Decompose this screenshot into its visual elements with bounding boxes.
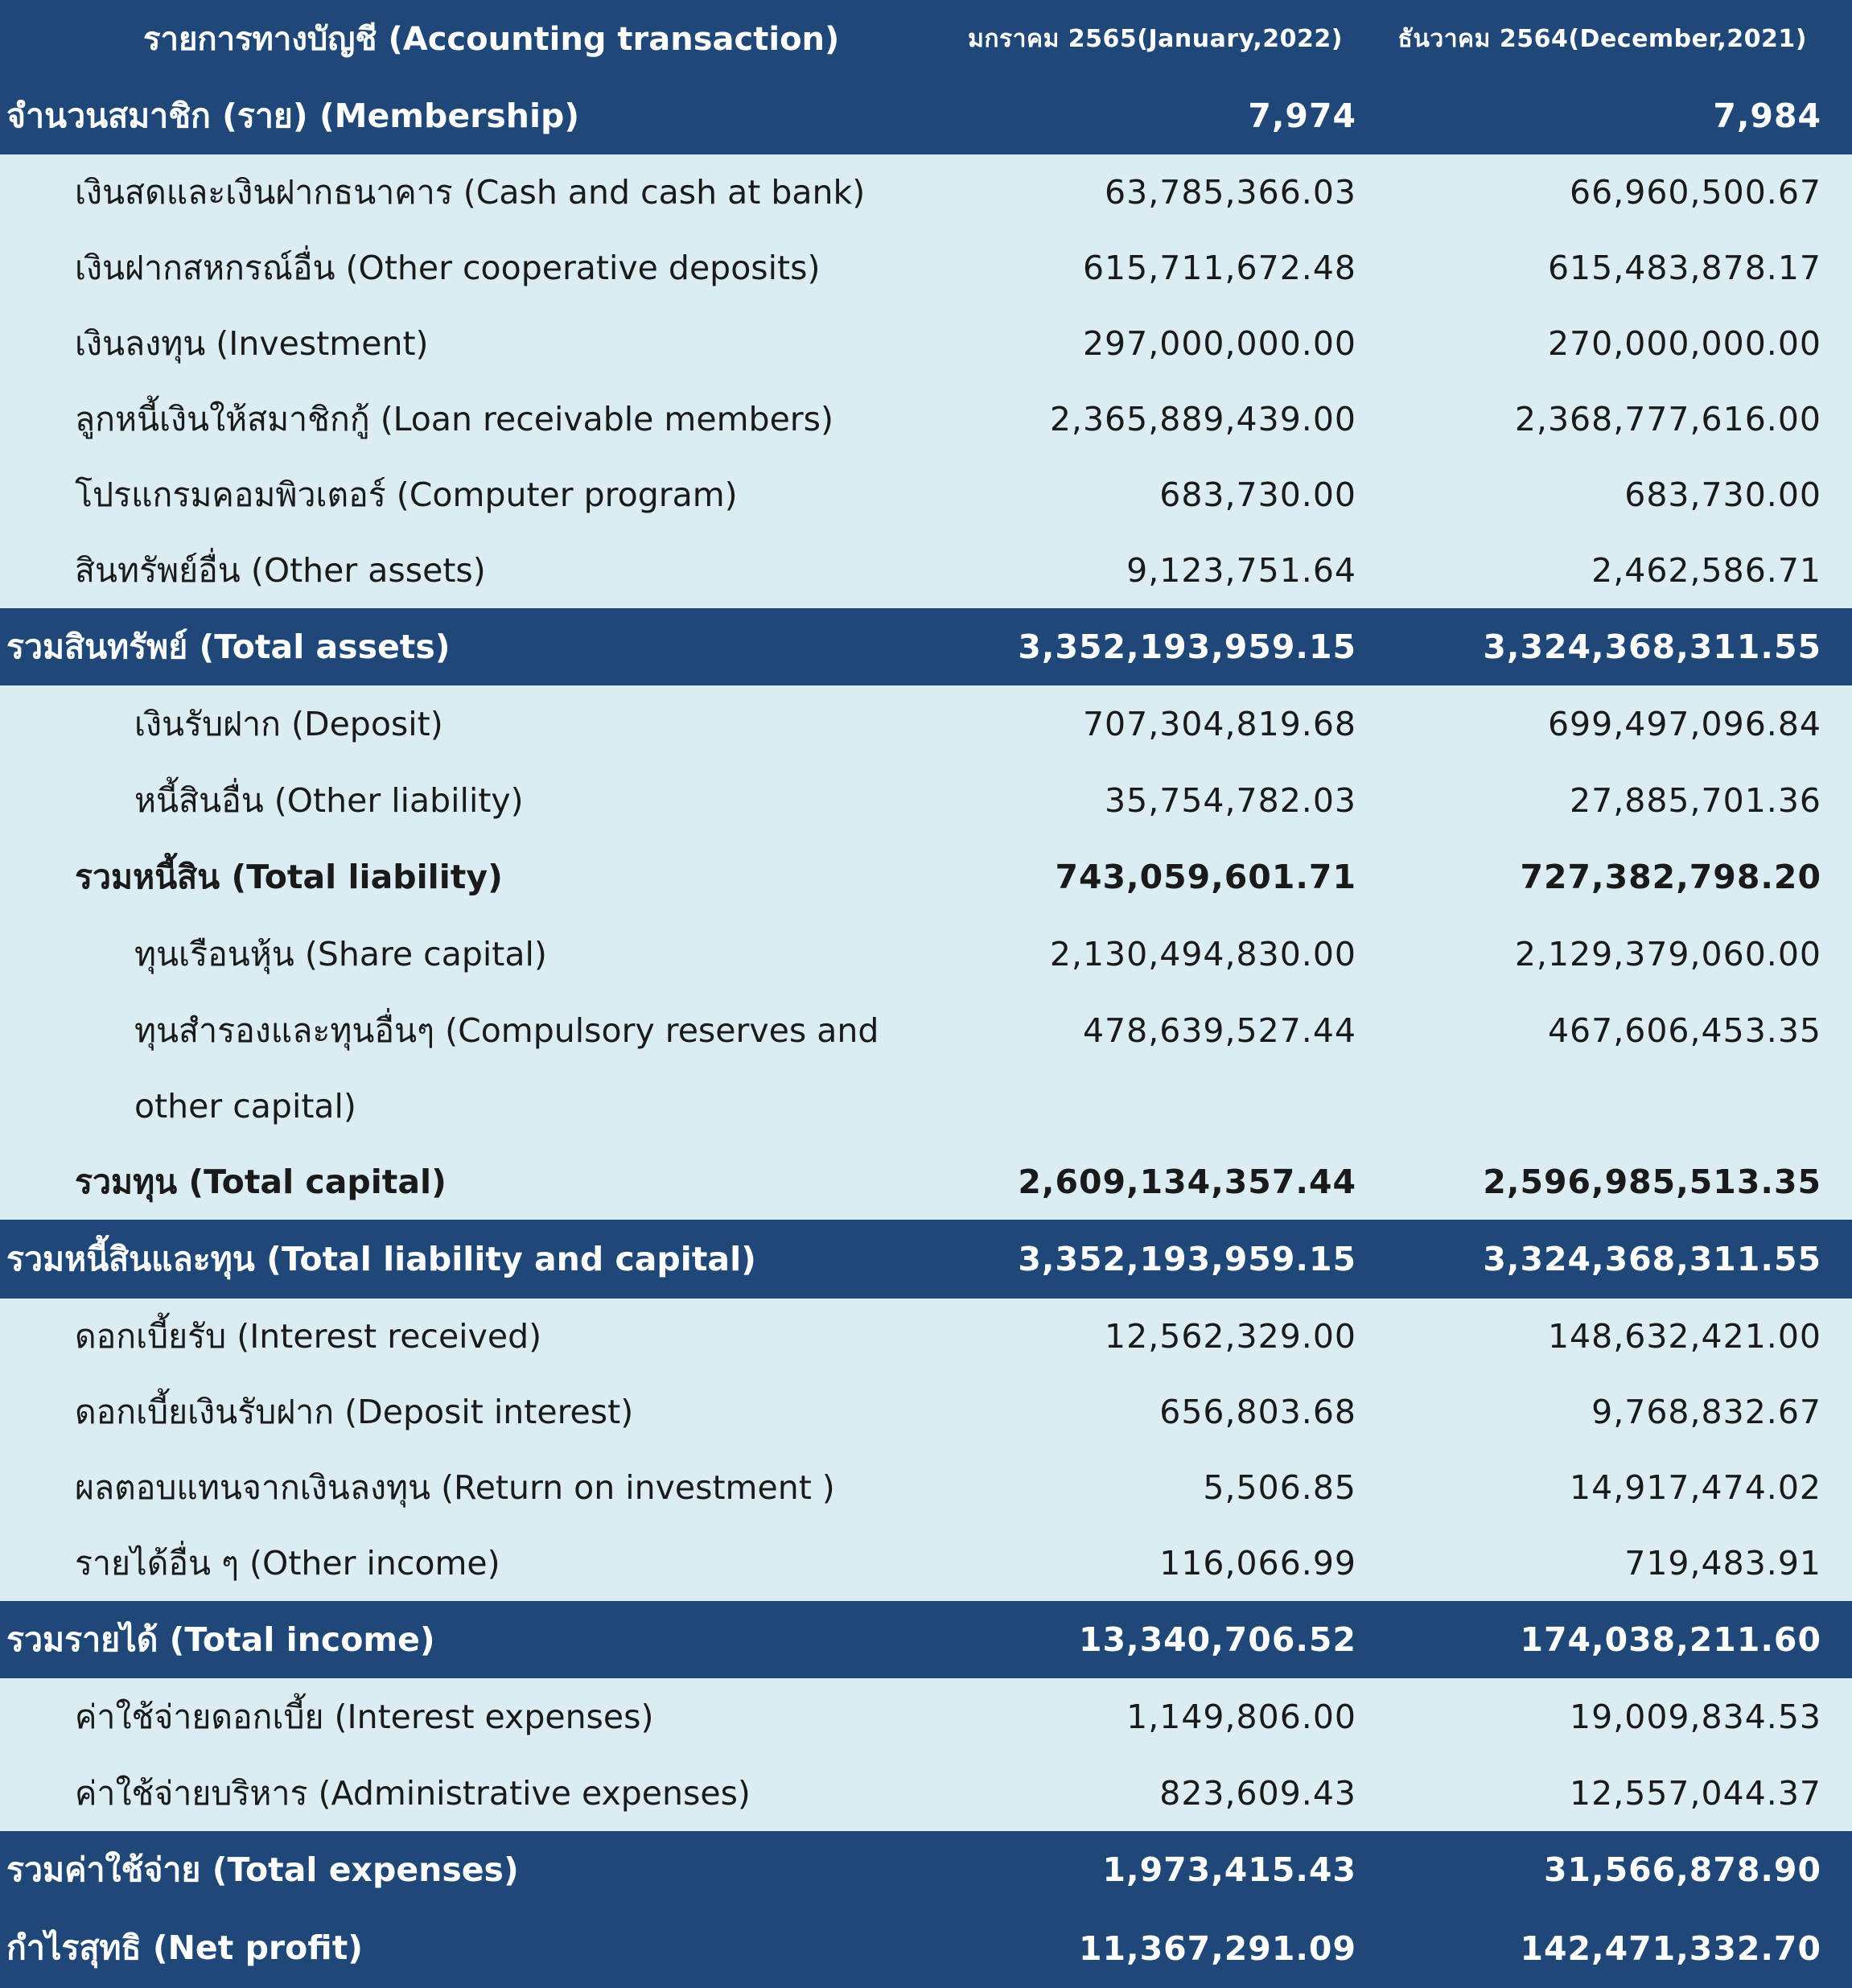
row-value-jan: 478,639,527.44 [1082,1011,1356,1050]
row-value-jan: 35,754,782.03 [1105,781,1356,820]
row-value-dec: 148,632,421.00 [1547,1317,1821,1356]
row-value-jan: 297,000,000.00 [1082,324,1356,363]
table-row [0,1755,1852,1831]
row-value-dec: 699,497,096.84 [1547,705,1821,743]
table-row [0,1450,1852,1525]
row-value-dec: 2,368,777,616.00 [1514,400,1821,438]
row-value-jan: 656,803.68 [1159,1393,1356,1431]
row-label: โปรแกรมคอมพิวเตอร์ (Computer program) [75,475,738,514]
table-row [0,916,1852,993]
row-label: รวมรายได้ (Total income) [6,1620,435,1659]
table-row [0,381,1852,457]
row-value-dec: 615,483,878.17 [1547,249,1821,287]
table-row [0,685,1852,763]
table-row-total-capital [0,1144,1852,1220]
table-row [0,1678,1852,1755]
row-value-dec: 31,566,878.90 [1543,1850,1821,1889]
table-header [0,0,1852,77]
row-value-jan: 3,352,193,959.15 [1018,628,1356,666]
table-row-total-expenses [0,1831,1852,1908]
row-value-jan: 823,609.43 [1159,1774,1356,1813]
table-row [0,763,1852,838]
row-label: รวมค่าใช้จ่าย (Total expenses) [6,1850,519,1889]
table-row [0,1525,1852,1601]
row-value-dec: 270,000,000.00 [1547,324,1821,363]
row-value-jan: 5,506.85 [1203,1468,1356,1507]
row-label: รวมหนี้สิน (Total liability) [75,857,503,896]
row-label: เงินฝากสหกรณ์อื่น (Other cooperative deposits) [75,248,821,287]
table-row [0,533,1852,608]
row-value-jan: 2,365,889,439.00 [1049,400,1356,438]
row-value-dec: 3,324,368,311.55 [1483,1240,1821,1278]
row-value-jan: 12,562,329.00 [1105,1317,1356,1356]
row-value-jan: 2,130,494,830.00 [1049,935,1356,973]
row-value-jan: 13,340,706.52 [1078,1620,1356,1659]
row-value-dec: 3,324,368,311.55 [1483,628,1821,666]
row-value-jan: 1,149,806.00 [1126,1698,1356,1736]
header-col-december-2021: ธันวาคม 2564(December,2021) [1397,24,1807,53]
table-row-membership [0,77,1852,154]
row-value-dec: 9,768,832.67 [1591,1393,1821,1431]
row-value-jan: 1,973,415.43 [1102,1850,1356,1889]
row-label-line1: ทุนสำรองและทุนอื่นๆ (Compulsory reserves and [134,1011,879,1050]
row-value-jan: 3,352,193,959.15 [1018,1240,1356,1278]
row-label-line2: other capital) [134,1087,356,1126]
table-row [0,457,1852,533]
row-label: จำนวนสมาชิก (ราย) (Membership) [6,96,580,135]
row-label: ผลตอบแทนจากเงินลงทุน (Return on investment ) [75,1467,835,1507]
table-row-total-liability [0,838,1852,916]
row-label: ดอกเบี้ยรับ (Interest received) [75,1316,542,1356]
row-value-dec: 27,885,701.36 [1570,781,1821,820]
row-label: รวมทุน (Total capital) [75,1162,447,1201]
row-value-dec: 683,730.00 [1624,475,1821,514]
table-row [0,993,1852,1144]
row-label: เงินสดและเงินฝากธนาคาร (Cash and cash at bank) [75,172,866,212]
row-value-dec: 2,596,985,513.35 [1483,1163,1821,1201]
table-row-total-liability-capital [0,1220,1852,1299]
table-row [0,230,1852,306]
row-label: กำไรสุทธิ (Net profit) [6,1928,364,1967]
table-row [0,1374,1852,1450]
table-row-net-profit [0,1908,1852,1988]
row-value-dec: 727,382,798.20 [1520,858,1821,896]
row-value-dec: 19,009,834.53 [1570,1698,1821,1736]
header-col-january-2022: มกราคม 2565(January,2022) [968,24,1343,53]
row-value-jan: 7,974 [1248,97,1356,135]
row-label: ดอกเบี้ยเงินรับฝาก (Deposit interest) [75,1392,634,1431]
row-value-dec: 14,917,474.02 [1570,1468,1821,1507]
header-label: รายการทางบัญชี (Accounting transaction) [143,21,840,58]
row-value-jan: 116,066.99 [1159,1544,1356,1583]
row-label: หนี้สินอื่น (Other liability) [134,780,524,820]
row-value-jan: 683,730.00 [1159,475,1356,514]
row-value-dec: 66,960,500.67 [1570,173,1821,212]
row-label: เงินรับฝาก (Deposit) [134,704,443,743]
row-value-dec: 174,038,211.60 [1520,1620,1821,1659]
row-value-dec: 12,557,044.37 [1570,1774,1821,1813]
row-value-jan: 615,711,672.48 [1082,249,1356,287]
row-value-jan: 707,304,819.68 [1082,705,1356,743]
row-value-jan: 9,123,751.64 [1126,551,1356,590]
row-label: ค่าใช้จ่ายดอกเบี้ย (Interest expenses) [75,1697,654,1736]
row-label: รวมหนี้สินและทุน (Total liability and capital) [6,1239,756,1278]
table-row-total-assets [0,608,1852,685]
table-row-total-income [0,1601,1852,1678]
row-label: รวมสินทรัพย์ (Total assets) [6,627,451,666]
table-row [0,154,1852,230]
row-value-jan: 743,059,601.71 [1055,858,1356,896]
row-value-dec: 2,462,586.71 [1591,551,1821,590]
table-row [0,306,1852,381]
row-label: ทุนเรือนหุ้น (Share capital) [134,934,547,973]
row-value-dec: 7,984 [1713,97,1821,135]
row-label: ลูกหนี้เงินให้สมาชิกกู้ (Loan receivable members) [75,399,833,438]
row-value-dec: 142,471,332.70 [1520,1928,1821,1968]
row-label: เงินลงทุน (Investment) [75,323,429,363]
row-value-jan: 63,785,366.03 [1105,173,1356,212]
row-value-dec: 719,483.91 [1624,1544,1821,1583]
row-value-jan: 2,609,134,357.44 [1018,1163,1356,1201]
row-label: สินทรัพย์อื่น (Other assets) [75,550,486,590]
row-label: รายได้อื่น ๆ (Other income) [75,1543,500,1583]
row-value-dec: 2,129,379,060.00 [1514,935,1821,973]
row-label: ค่าใช้จ่ายบริหาร (Administrative expenses) [75,1773,751,1813]
row-value-jan: 11,367,291.09 [1078,1928,1356,1968]
table-row [0,1299,1852,1374]
row-value-dec: 467,606,453.35 [1547,1011,1821,1050]
